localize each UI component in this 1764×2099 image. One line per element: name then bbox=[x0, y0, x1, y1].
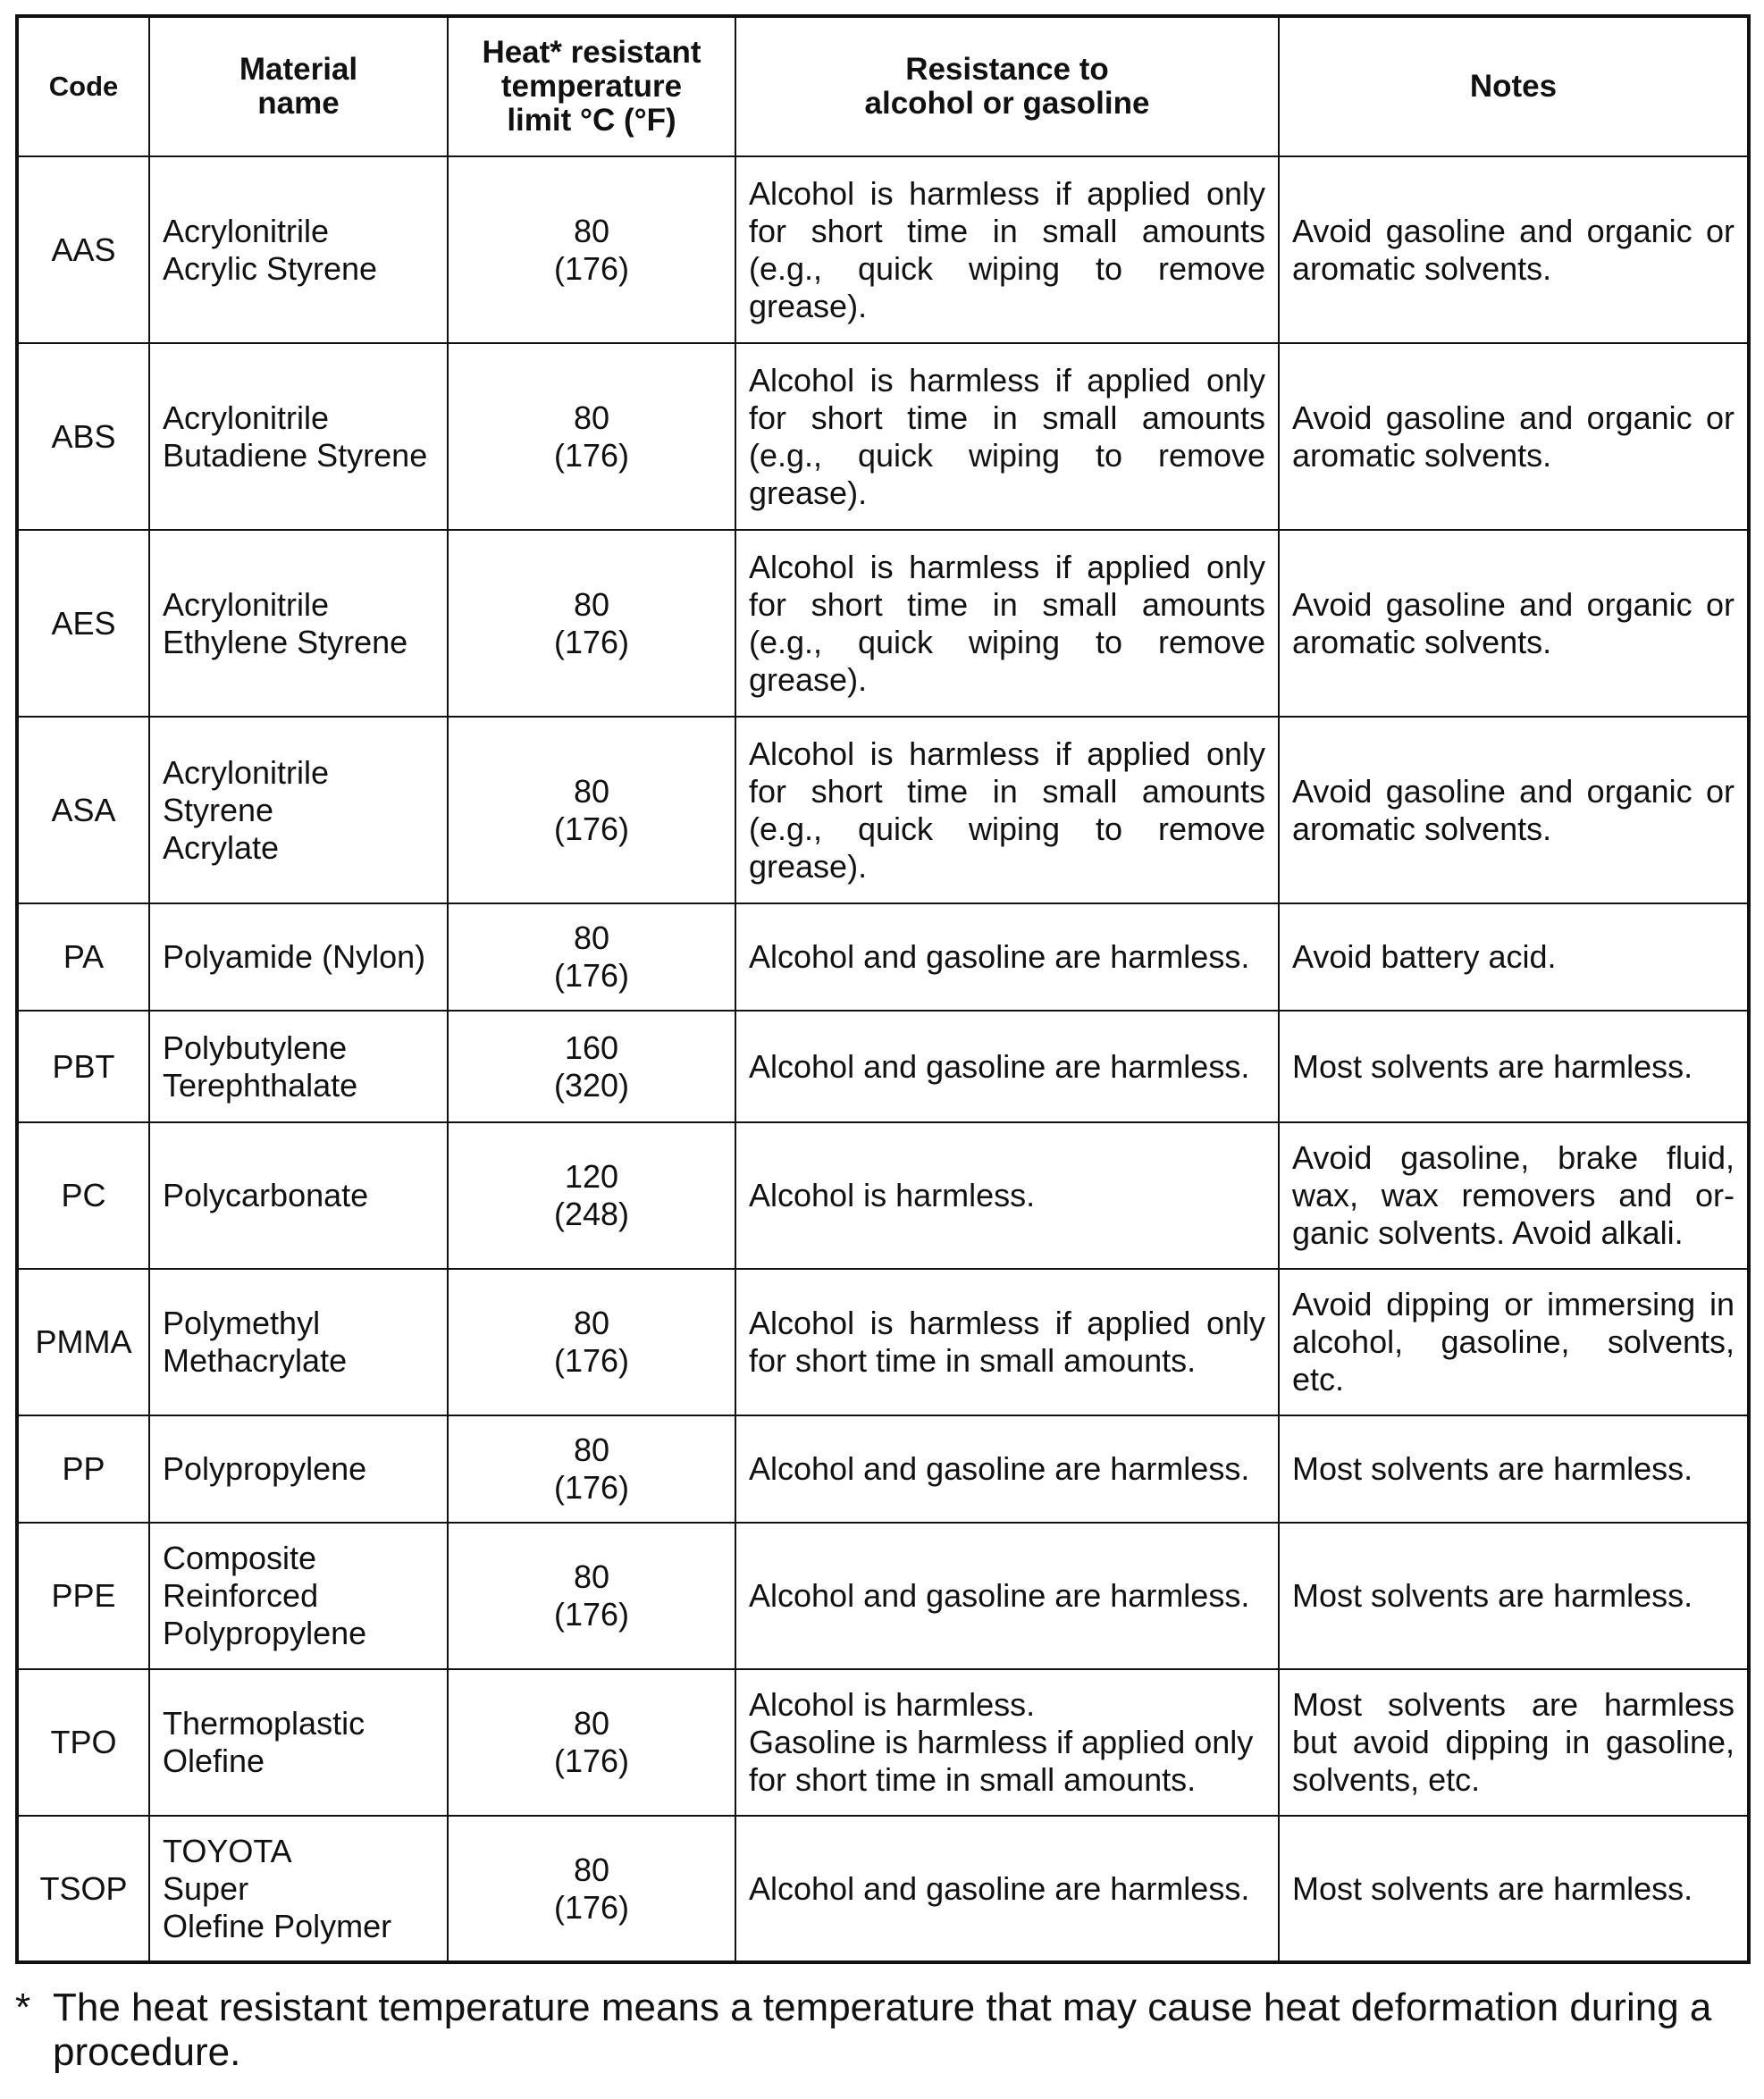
cell-resistance: Alcohol is harmless if applied only for short time in small amounts (e.g., quick wiping to remove grease). bbox=[735, 530, 1279, 717]
cell-code: PP bbox=[17, 1415, 149, 1523]
cell-code: AES bbox=[17, 530, 149, 717]
cell-material-name: Polyamide (Nylon) bbox=[149, 903, 448, 1011]
cell-material-name: Polybutylene Terephthalate bbox=[149, 1011, 448, 1122]
cell-resistance: Alcohol is harmless if applied only for short time in small amounts (e.g., quick wiping to remove grease). bbox=[735, 717, 1279, 903]
header-heat-resistant-temperature: Heat* resistant temperature limit °C (°F) bbox=[448, 16, 735, 156]
cell-material-name: Acrylonitrile Styrene Acrylate bbox=[149, 717, 448, 903]
cell-temperature: 80 (176) bbox=[448, 1523, 735, 1669]
cell-code: TPO bbox=[17, 1669, 149, 1816]
header-material-name: Material name bbox=[149, 16, 448, 156]
cell-material-name: Composite Reinforced Polypropylene bbox=[149, 1523, 448, 1669]
cell-temperature: 80 (176) bbox=[448, 1669, 735, 1816]
cell-resistance: Alcohol is harmless if applied only for short time in small amounts (e.g., quick wiping to remove grease). bbox=[735, 343, 1279, 530]
cell-code: ABS bbox=[17, 343, 149, 530]
cell-resistance: Alcohol and gasoline are harmless. bbox=[735, 1523, 1279, 1669]
cell-notes: Most solvents are harmless. bbox=[1279, 1816, 1749, 1962]
cell-material-name: Polymethyl Methacrylate bbox=[149, 1269, 448, 1415]
table-row bbox=[17, 1011, 1749, 1122]
cell-temperature: 160 (320) bbox=[448, 1011, 735, 1122]
cell-temperature: 80 (176) bbox=[448, 717, 735, 903]
table-row bbox=[17, 343, 1749, 530]
cell-temperature: 80 (176) bbox=[448, 1415, 735, 1523]
cell-resistance: Alcohol and gasoline are harmless. bbox=[735, 1415, 1279, 1523]
table-row bbox=[17, 903, 1749, 1011]
table-row bbox=[17, 1669, 1749, 1816]
cell-code: PBT bbox=[17, 1011, 149, 1122]
footnote-asterisk: * bbox=[15, 1986, 31, 2029]
cell-resistance: Alcohol is harmless if applied only for short time in small amounts. bbox=[735, 1269, 1279, 1415]
cell-notes: Avoid dipping or immersing in alcohol, gasoline, solvents, etc. bbox=[1279, 1269, 1749, 1415]
header-resistance: Resistance to alcohol or gasoline bbox=[735, 16, 1279, 156]
cell-code: PPE bbox=[17, 1523, 149, 1669]
cell-resistance: Alcohol and gasoline are harmless. bbox=[735, 1011, 1279, 1122]
cell-notes: Avoid gasoline and organic or aromatic solvents. bbox=[1279, 717, 1749, 903]
cell-notes: Avoid gasoline and organic or aromatic solvents. bbox=[1279, 343, 1749, 530]
cell-notes: Avoid gasoline and organic or aromatic solvents. bbox=[1279, 156, 1749, 343]
cell-notes: Most solvents are harmless. bbox=[1279, 1415, 1749, 1523]
cell-resistance: Alcohol is harmless if applied only for short time in small amounts (e.g., quick wiping to remove grease). bbox=[735, 156, 1279, 343]
cell-material-name: Acrylonitrile Butadiene Styrene bbox=[149, 343, 448, 530]
cell-code: TSOP bbox=[17, 1816, 149, 1962]
cell-temperature: 120 (248) bbox=[448, 1122, 735, 1269]
cell-notes: Avoid gasoline, brake fluid, wax, wax removers and organic solvents. Avoid alkali. bbox=[1279, 1122, 1749, 1269]
table-row bbox=[17, 717, 1749, 903]
plastic-materials-table bbox=[15, 14, 1751, 1964]
cell-notes: Avoid gasoline and organic or aromatic solvents. bbox=[1279, 530, 1749, 717]
cell-code: PMMA bbox=[17, 1269, 149, 1415]
cell-notes: Most solvents are harmless but avoid dipping in gasoline, solvents, etc. bbox=[1279, 1669, 1749, 1816]
footnote-text: The heat resistant temperature means a temperature that may cause heat deformation during a procedure. bbox=[53, 1986, 1712, 2074]
cell-resistance: Alcohol and gasoline are harmless. bbox=[735, 903, 1279, 1011]
cell-material-name: Acrylonitrile Ethylene Styrene bbox=[149, 530, 448, 717]
cell-temperature: 80 (176) bbox=[448, 156, 735, 343]
cell-notes: Avoid battery acid. bbox=[1279, 903, 1749, 1011]
cell-code: PC bbox=[17, 1122, 149, 1269]
table-row bbox=[17, 1816, 1749, 1962]
table-header-row bbox=[17, 16, 1749, 156]
header-notes: Notes bbox=[1279, 16, 1749, 156]
cell-material-name: TOYOTA Super Olefine Polymer bbox=[149, 1816, 448, 1962]
cell-code: ASA bbox=[17, 717, 149, 903]
cell-temperature: 80 (176) bbox=[448, 530, 735, 717]
cell-material-name: Acrylonitrile Acrylic Styrene bbox=[149, 156, 448, 343]
table-row bbox=[17, 156, 1749, 343]
cell-resistance: Alcohol is harmless. Gasoline is harmless if applied only for short time in small amounts. bbox=[735, 1669, 1279, 1816]
table-row bbox=[17, 1269, 1749, 1415]
table-row bbox=[17, 530, 1749, 717]
cell-code: PA bbox=[17, 903, 149, 1011]
cell-resistance: Alcohol is harmless. bbox=[735, 1122, 1279, 1269]
cell-temperature: 80 (176) bbox=[448, 1269, 735, 1415]
cell-temperature: 80 (176) bbox=[448, 903, 735, 1011]
cell-material-name: Polycarbonate bbox=[149, 1122, 448, 1269]
cell-code: AAS bbox=[17, 156, 149, 343]
cell-material-name: Polypropylene bbox=[149, 1415, 448, 1523]
table-row bbox=[17, 1523, 1749, 1669]
table-row bbox=[17, 1122, 1749, 1269]
cell-temperature: 80 (176) bbox=[448, 343, 735, 530]
cell-material-name: Thermoplastic Olefine bbox=[149, 1669, 448, 1816]
table-row bbox=[17, 1415, 1749, 1523]
header-code: Code bbox=[17, 16, 149, 156]
cell-resistance: Alcohol and gasoline are harmless. bbox=[735, 1816, 1279, 1962]
cell-notes: Most solvents are harmless. bbox=[1279, 1011, 1749, 1122]
cell-notes: Most solvents are harmless. bbox=[1279, 1523, 1749, 1669]
footnote bbox=[15, 1986, 1747, 2075]
cell-temperature: 80 (176) bbox=[448, 1816, 735, 1962]
